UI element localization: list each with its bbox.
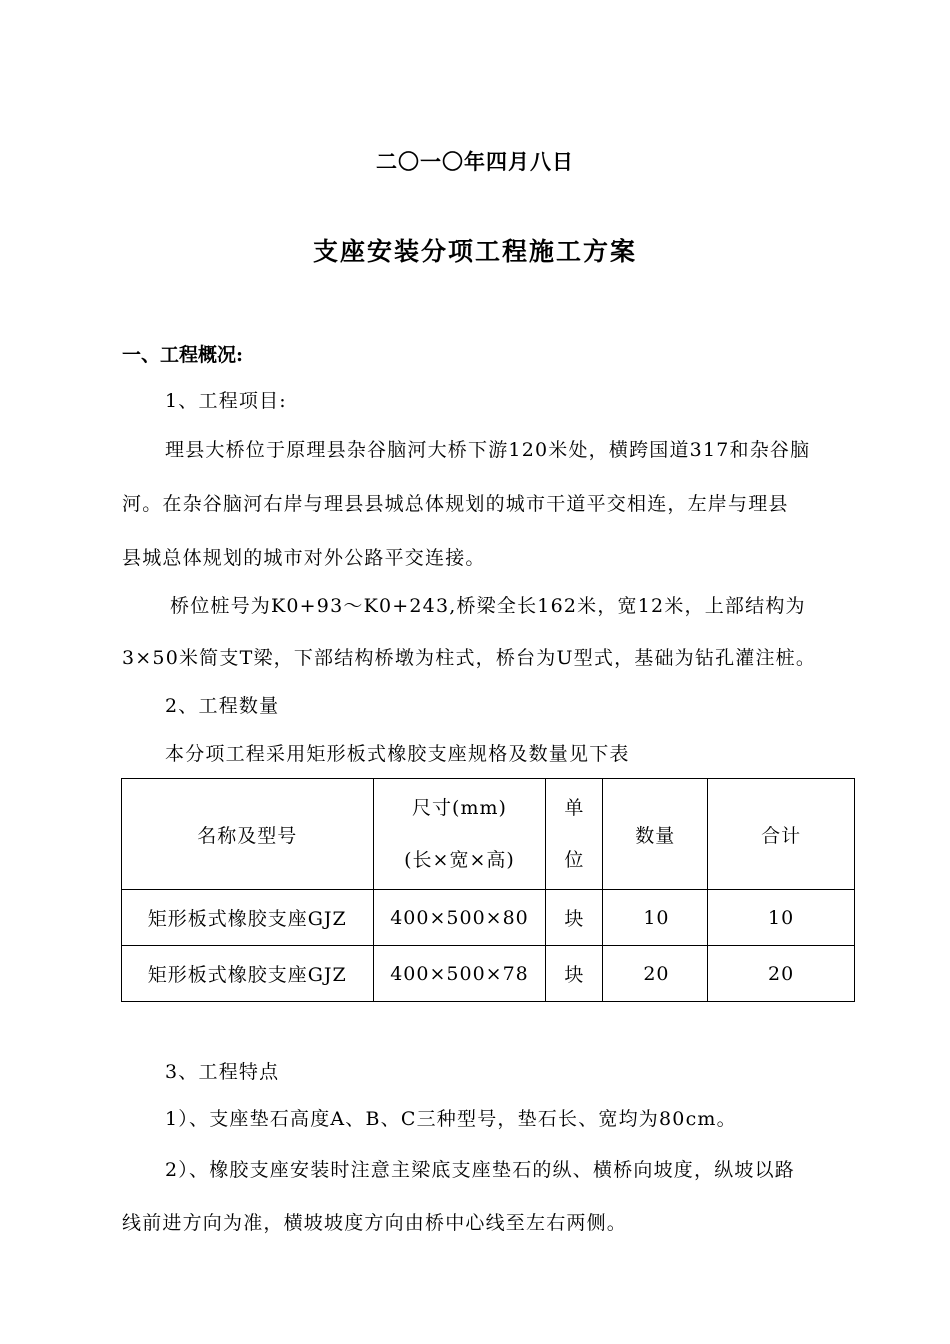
header-size-line1: 尺寸(mm) bbox=[412, 797, 507, 819]
document-date: 二〇一〇年四月八日 bbox=[376, 149, 574, 174]
item-heading: 1、工程项目: bbox=[165, 390, 287, 412]
section-heading: 一、工程概况: bbox=[122, 344, 244, 366]
header-unit-line1: 单 bbox=[564, 797, 585, 819]
paragraph-line: 线前进方向为准，横坡坡度方向由桥中心线至左右两侧。 bbox=[122, 1212, 628, 1234]
header-name: 名称及型号 bbox=[122, 779, 374, 890]
bearing-spec-table bbox=[121, 778, 855, 1002]
paragraph-line: 3×50米简支T梁，下部结构桥墩为柱式，桥台为U型式，基础为钻孔灌注桩。 bbox=[122, 647, 817, 669]
cell-name: 矩形板式橡胶支座GJZ bbox=[122, 946, 374, 1002]
cell-total: 10 bbox=[708, 890, 855, 946]
cell-qty: 20 bbox=[603, 946, 708, 1002]
document-title: 支座安装分项工程施工方案 bbox=[312, 237, 637, 266]
item-heading: 3、工程特点 bbox=[165, 1061, 280, 1083]
paragraph-line: 桥位桩号为K0+93～K0+243,桥梁全长162米，宽12米，上部结构为 bbox=[170, 595, 806, 617]
table-row bbox=[122, 890, 855, 946]
cell-total: 20 bbox=[708, 946, 855, 1002]
header-size-line2: (长×宽×高) bbox=[404, 849, 515, 871]
table-row bbox=[122, 946, 855, 1002]
paragraph-line: 河。在杂谷脑河右岸与理县县城总体规划的城市干道平交相连，左岸与理县 bbox=[122, 493, 789, 515]
cell-qty: 10 bbox=[603, 890, 708, 946]
header-unit bbox=[546, 779, 603, 890]
item-heading: 2、工程数量 bbox=[165, 695, 280, 717]
cell-unit: 块 bbox=[546, 946, 603, 1002]
cell-name: 矩形板式橡胶支座GJZ bbox=[122, 890, 374, 946]
paragraph-line: 1）、支座垫石高度A、B、C三种型号，垫石长、宽均为80cm。 bbox=[165, 1108, 737, 1130]
cell-size: 400×500×78 bbox=[373, 946, 546, 1002]
header-qty: 数量 bbox=[603, 779, 708, 890]
table-intro: 本分项工程采用矩形板式橡胶支座规格及数量见下表 bbox=[165, 743, 630, 765]
header-unit-line2: 位 bbox=[564, 849, 585, 871]
paragraph-line: 县城总体规划的城市对外公路平交连接。 bbox=[122, 547, 486, 569]
paragraph-line: 2）、橡胶支座安装时注意主梁底支座垫石的纵、横桥向坡度，纵坡以路 bbox=[165, 1159, 795, 1181]
table-header-row bbox=[122, 779, 855, 890]
header-size bbox=[373, 779, 546, 890]
cell-unit: 块 bbox=[546, 890, 603, 946]
paragraph-line: 理县大桥位于原理县杂谷脑河大桥下游120米处，横跨国道317和杂谷脑 bbox=[165, 439, 811, 461]
cell-size: 400×500×80 bbox=[373, 890, 546, 946]
header-total: 合计 bbox=[708, 779, 855, 890]
